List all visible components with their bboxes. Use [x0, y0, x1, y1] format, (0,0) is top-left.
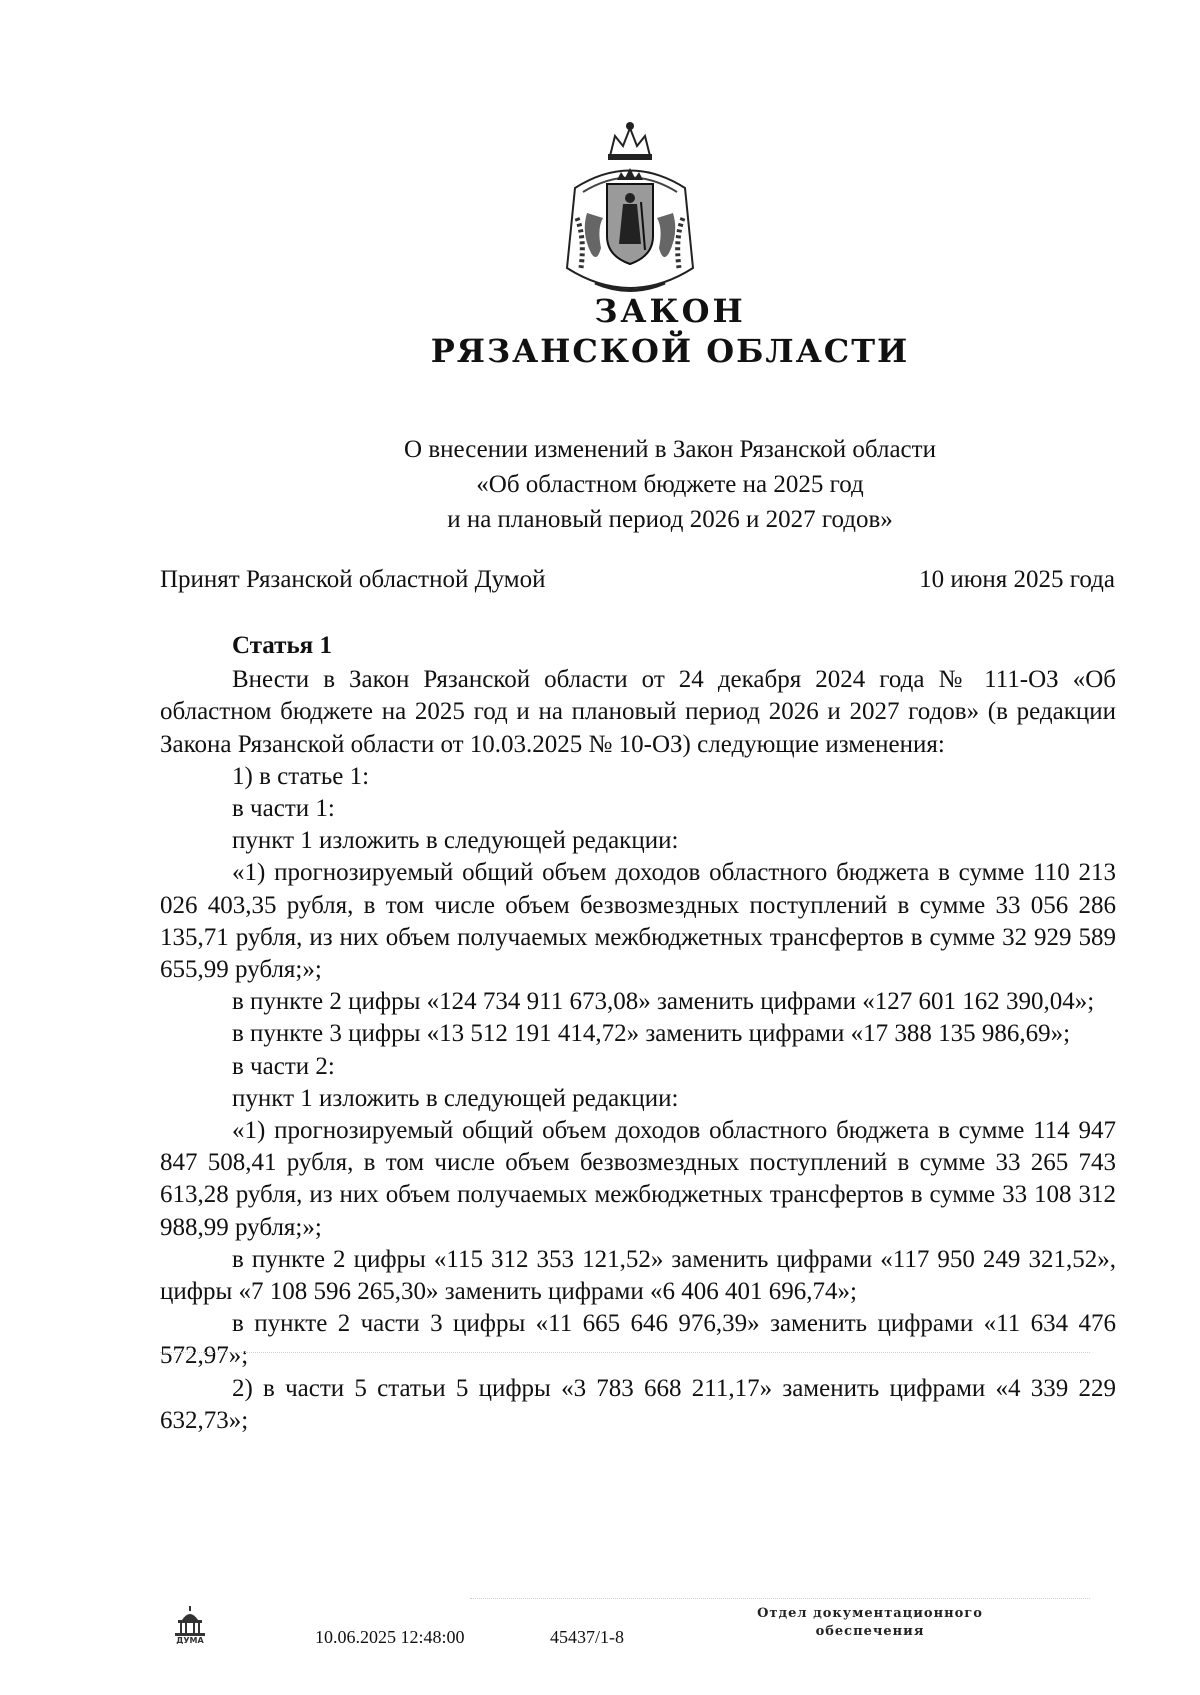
- dept-line: обеспечения: [815, 1624, 925, 1639]
- paragraph: «1) прогнозируемый общий объем доходов областного бюджета в сумме 110 213 026 403,35 рубля, в том числе объем безвозмездных поступлений в сумме 33 056 286 135,71 рубля, из них объем получаемых межбюджетных трансфертов в сумме 32 929 589 655,99 рубля;»;: [160, 859, 1116, 984]
- law-subtitle: [240, 432, 1100, 537]
- paragraph: пункт 1 изложить в следующей редакции:: [232, 1084, 679, 1112]
- article-heading: Статья 1: [232, 632, 332, 659]
- coat-of-arms-emblem: [555, 118, 705, 308]
- subtitle-line: и на плановый период 2026 и 2027 годов»: [447, 506, 893, 533]
- paragraph: Внести в Закон Рязанской области от 24 декабря 2024 года № 111-ОЗ «Об областном бюджете на 2025 год и на плановый период 2026 и 2027 годов» (в редакции Закона Рязанской области от 10.03.2025 № 10-ОЗ) следующие изменения:: [160, 666, 1116, 758]
- law-title: ЗАКОН: [594, 292, 746, 330]
- paragraph: в пункте 2 цифры «115 312 353 121,52» заменить цифрами «117 950 249 321,52», цифры «7 108 596 265,30» заменить цифрами «6 406 401 696,74»;: [160, 1245, 1116, 1306]
- paragraph: 1) в статье 1:: [232, 762, 370, 790]
- footer-department-stamp: [720, 1605, 1020, 1641]
- paragraph: «1) прогнозируемый общий объем доходов областного бюджета в сумме 114 947 847 508,41 рубля, в том числе объем безвозмездных поступлений в сумме 33 265 743 613,28 рубля, из них объем получаемых межбюджетных трансфертов в сумме 33 108 312 988,99 рубля;»;: [160, 1117, 1116, 1241]
- paragraph: в части 2:: [232, 1052, 335, 1080]
- subtitle-line: «Об областном бюджете на 2025 год: [476, 471, 864, 498]
- adopted-date: 10 июня 2025 года: [919, 566, 1115, 593]
- adoption-line: [160, 566, 1115, 600]
- subtitle-line: О внесении изменений в Закон Рязанской области: [404, 436, 936, 463]
- scan-artifact: [470, 1598, 1090, 1599]
- duma-logo-text: ДУМА: [176, 1636, 204, 1644]
- paragraph: пункт 1 изложить в следующей редакции:: [232, 827, 679, 855]
- dept-line: Отдел документационного: [757, 1606, 983, 1621]
- adopted-by: Принят Рязанской областной Думой: [160, 566, 546, 593]
- footer-timestamp: 10.06.2025 12:48:00: [315, 1627, 465, 1647]
- scan-artifact: [160, 1352, 1090, 1353]
- duma-logo-icon: [172, 1606, 208, 1644]
- paragraph: в пункте 3 цифры «13 512 191 414,72» заменить цифрами «17 388 135 986,69»;: [232, 1020, 1071, 1048]
- paragraph: в части 1:: [232, 795, 335, 823]
- paragraph: 2) в части 5 статьи 5 цифры «3 783 668 211,17» заменить цифрами «4 339 229 632,73»;: [160, 1374, 1116, 1434]
- law-body: [160, 630, 1116, 1437]
- paragraph: в пункте 2 части 3 цифры «11 665 646 976,39» заменить цифрами «11 634 476 572,97»;: [160, 1310, 1116, 1370]
- paragraph: в пункте 2 цифры «124 734 911 673,08» заменить цифрами «127 601 162 390,04»;: [232, 988, 1095, 1016]
- law-region-title: РЯЗАНСКОЙ ОБЛАСТИ: [430, 332, 910, 370]
- footer-doc-number: 45437/1-8: [550, 1627, 624, 1647]
